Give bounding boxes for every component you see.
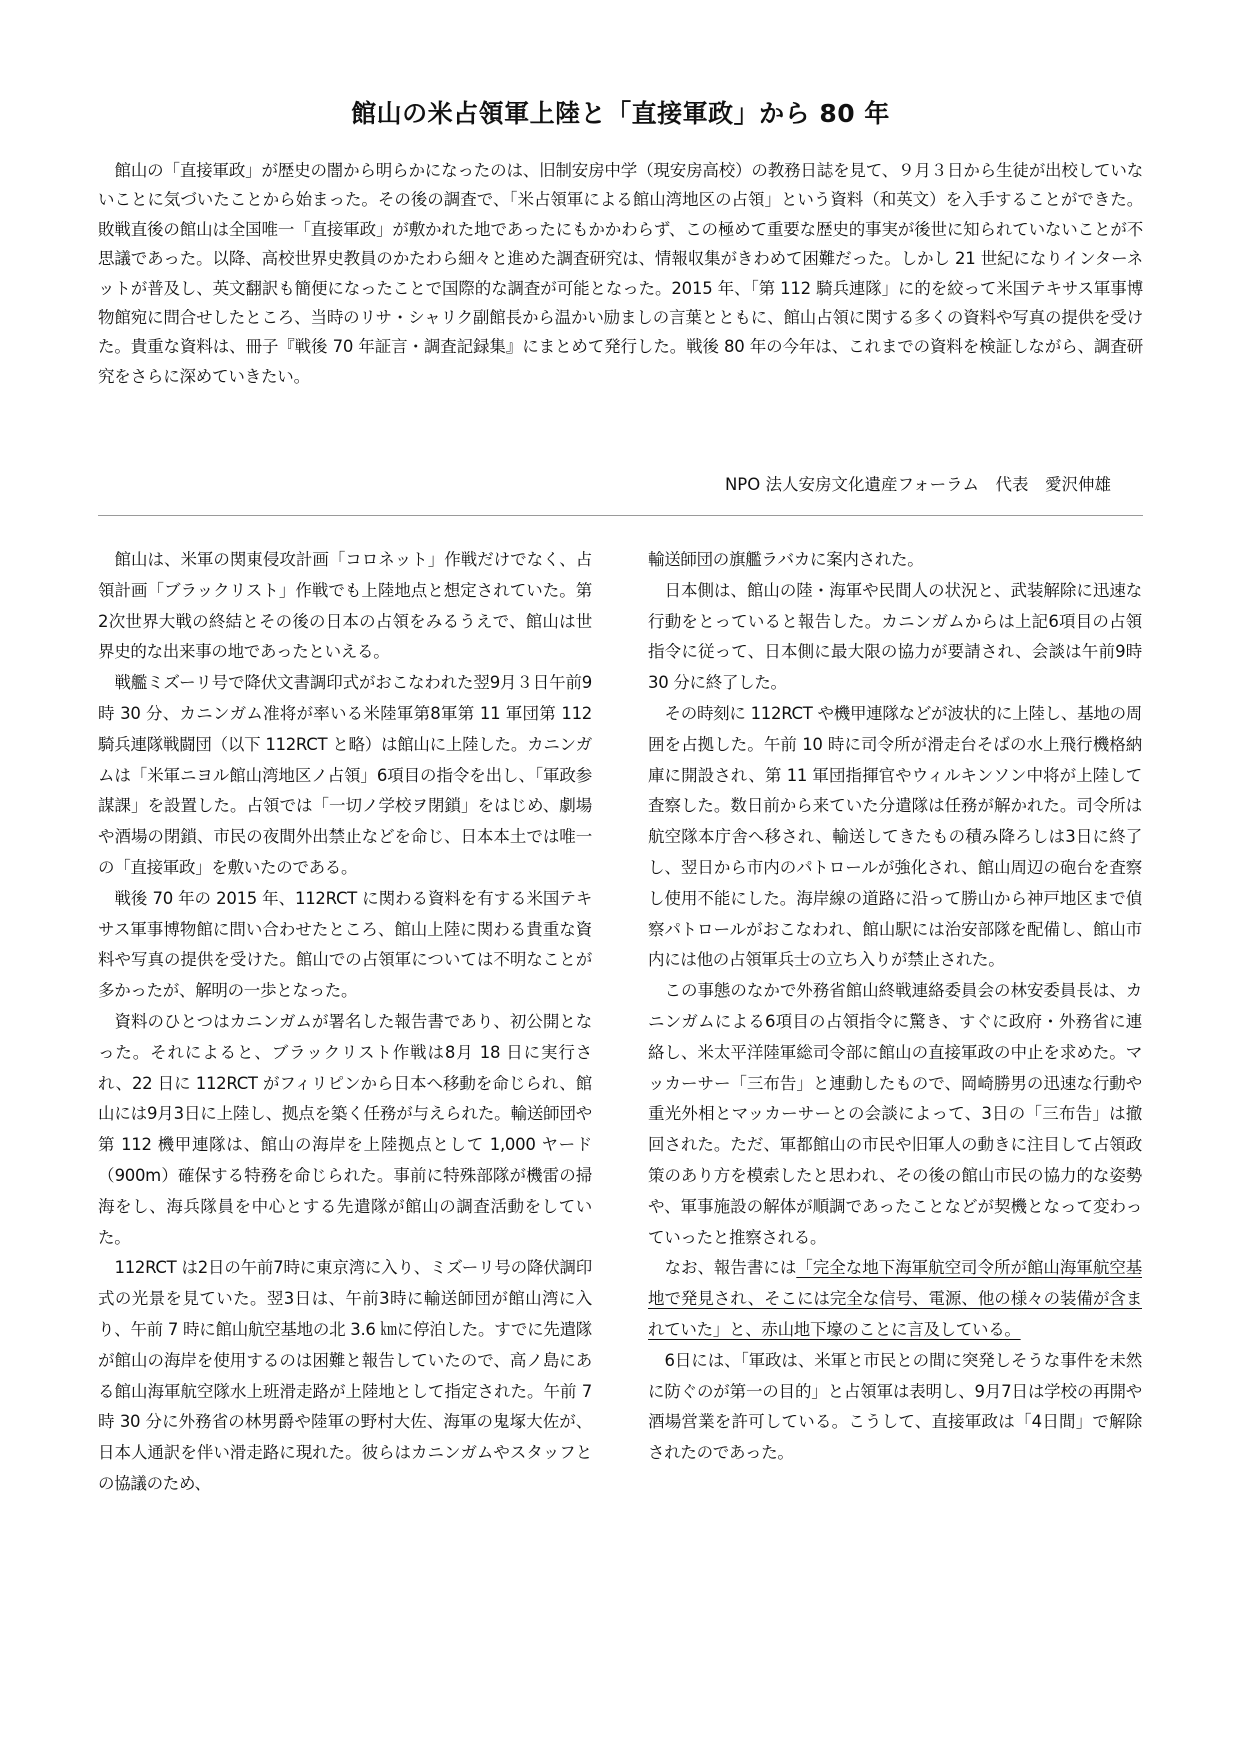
left-paragraph-3: 戦後 70 年の 2015 年、112RCT に関わる資料を有する米国テキサス軍事博物館に問い合わせたところ、館山上陸に関わる貴重な資料や写真の提供を受けた。館山での占領軍については不明なことが多かったが、解明の一歩となった。	[98, 888, 592, 1001]
page-title: 館山の米占領軍上陸と「直接軍政」から 80 年	[351, 99, 890, 128]
report-quote-underlined: 「完全な地下海軍航空司令所が館山海軍航空基地で発見され、そこには完全な信号、電源、他の様々の装備が含まれていた」と、赤山地下壕のことに言及している。	[648, 1258, 1142, 1339]
right-paragraph-1: 日本側は、館山の陸・海軍や民間人の状況と、武装解除に迅速な行動をとっていると報告した。カニンガムからは上記6項目の占領指令に従って、日本側に最大限の協力が要請され、会談は午前9時 30 分に終了した。	[648, 580, 1142, 693]
right-paragraph-3: この事態のなかで外務省館山終戦連絡委員会の林安委員長は、カニンガムによる6項目の占領指令に驚き、すぐに政府・外務省に連絡し、米太平洋陸軍総司令部に館山の直接軍政の中止を求めた。マッカーサー「三布告」と連動したもので、岡崎勝男の迅速な行動や重光外相とマッカーサーとの会談によって、3日の「三布告」は撤回された。ただ、軍都館山の市民や旧軍人の動きに注目して占領政策のあり方を模索したと思われ、その後の館山市民の協力的な姿勢や、軍事施設の解体が順調であったことなどが契機となって変わっていったと推察される。	[648, 981, 1142, 1247]
left-column	[98, 545, 592, 1500]
left-paragraph-5: 112RCT は2日の午前7時に東京湾に入り、ミズーリ号の降伏調印式の光景を見ていた。翌3日は、午前3時に輸送師団が館山湾に入り、午前 7 時に館山航空基地の北 3.6 ㎞に停泊した。すでに先遣隊が館山の海岸を使用するのは困難と報告していたので、高ノ島にある館山海軍航空隊水上班滑走路が上陸地として指定された。午前 7 時 30 分に外務省の林男爵や陸軍の野村大佐、海軍の鬼塚大佐が、日本人通訳を伴い滑走路に現れた。彼らはカニンガムやスタッフとの協議のため、	[98, 1258, 592, 1493]
intro-block	[98, 156, 1143, 391]
right-column	[648, 545, 1142, 1469]
signature: NPO 法人安房文化遺産フォーラム 代表 愛沢伸雄	[724, 475, 1111, 494]
right-paragraph-0: 輸送師団の旗艦ラバカに案内された。	[648, 550, 924, 569]
left-paragraph-2: 戦艦ミズーリ号で降伏文書調印式がおこなわれた翌9月３日午前9時 30 分、カニンガム准将が率いる米陸軍第8軍第 11 軍団第 112 騎兵連隊戦闘団（以下 112RCT と略）は館山に上陸した。カニンガムは「米軍ニヨル館山湾地区ノ占領」6項目の指令を出し、「軍政参謀課」を設置した。占領では「一切ノ学校ヲ閉鎖」をはじめ、劇場や酒場の閉鎖、市民の夜間外出禁止などを命じ、日本本土では唯一の「直接軍政」を敷いたのである。	[98, 673, 592, 877]
report-note-prefix: なお、報告書には	[664, 1258, 797, 1278]
left-paragraph-1: 館山は、米軍の関東侵攻計画「コロネット」作戦だけでなく、占領計画「ブラックリスト」作戦でも上陸地点と想定されていた。第2次世界大戦の終結とその後の日本の占領をみるうえで、館山は世界史的な出来事の地であったといえる。	[98, 550, 592, 662]
right-paragraph-2: その時刻に 112RCT や機甲連隊などが波状的に上陸し、基地の周囲を占拠した。午前 10 時に司令所が滑走台そばの水上飛行機格納庫に開設され、第 11 軍団指揮官やウィルキンソン中将が上陸して査察した。数日前から来ていた分遣隊は任務が解かれた。司令所は航空隊本庁舎へ移され、輸送してきたもの積み降ろしは3日に終了し、翌日から市内のパトロールが強化され、館山周辺の砲台を査察し使用不能にした。海岸線の道路に沿って勝山から神戸地区まで偵察パトロールがおこなわれ、館山駅には治安部隊を配備し、館山市内には他の占領軍兵士の立ち入りが禁止された。	[648, 703, 1142, 970]
right-paragraph-5: 6日には、「軍政は、米軍と市民との間に突発しそうな事件を未然に防ぐのが第一の目的」と占領軍は表明し、9月7日は学校の再開や酒場営業を許可している。こうして、直接軍政は「4日間」で解除されたのであった。	[648, 1350, 1142, 1463]
intro-paragraph: 館山の「直接軍政」が歴史の闇から明らかになったのは、旧制安房中学（現安房高校）の教務日誌を見て、９月３日から生徒が出校していないことに気づいたことから始まった。その後の調査で、「米占領軍による館山湾地区の占領」という資料（和英文）を入手することができた。敗戦直後の館山は全国唯一「直接軍政」が敷かれた地であったにもかかわらず、この極めて重要な歴史的事実が後世に知られていないことが不思議であった。以降、高校世界史教員のかたわら細々と進めた調査研究は、情報収集がきわめて困難だった。しかし 21 世紀になりインターネットが普及し、英文翻訳も簡便になったことで国際的な調査が可能となった。2015 年、「第 112 騎兵連隊」に的を絞って米国テキサス軍事博物館宛に問合せしたところ、当時のリサ・シャリク副館長から温かい励ましの言葉とともに、館山占領に関する多くの資料や写真の提供を受けた。貴重な資料は、冊子『戦後 70 年証言・調査記録集』にまとめて発行した。戦後 80 年の今年は、これまでの資料を検証しながら、調査研究をさらに深めていきたい。	[98, 161, 1143, 386]
divider	[98, 515, 1143, 516]
right-paragraph-4	[648, 1253, 1142, 1345]
left-paragraph-4: 資料のひとつはカニンガムが署名した報告書であり、初公開となった。それによると、ブラックリスト作戦は8月 18 日に実行され、22 日に 112RCT がフィリピンから日本へ移動を命じられ、館山には9月3日に上陸し、拠点を築く任務が与えられた。輸送師団や第 112 機甲連隊は、館山の海岸を上陸拠点として 1,000 ヤード（900m）確保する特務を命じられた。事前に特殊部隊が機雷の掃海をし、海兵隊員を中心とする先遣隊が館山の調査活動をしていた。	[98, 1011, 592, 1247]
